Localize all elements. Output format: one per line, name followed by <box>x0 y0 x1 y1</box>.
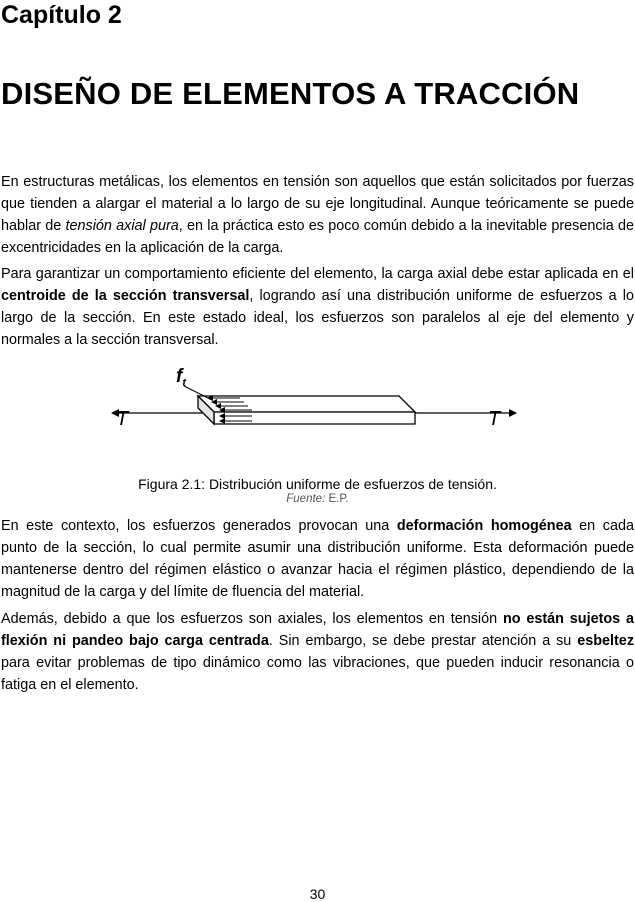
text-segment: Además, debido a que los esfuerzos son axiales, los elementos en tensión <box>1 611 503 627</box>
source-label: Fuente: <box>286 493 326 505</box>
figure-caption: Figura 2.1: Distribución uniforme de esfuerzos de tensión. <box>138 476 497 492</box>
text-segment: . Sin embargo, se debe prestar atención a su <box>268 633 578 649</box>
italic-text: tensión axial pura <box>65 218 179 234</box>
bold-text: no están sujetos a flexión ni pandeo bajo carga centrada <box>1 611 634 649</box>
plate-front-face <box>214 412 415 424</box>
stress-label: $f_t$ <box>176 366 186 389</box>
text-segment: en cada punto de la sección, lo cual permite asumir una distribución uniforme. Esta deformación puede mantenerse dentro del régimen elástico o avanzar hacia el régimen plástico, dependiendo de la magnitud de la carga y del límite de fluencia del material. <box>1 518 634 600</box>
text-segment: Para garantizar un comportamiento eficiente del elemento, la carga axial debe estar aplicada en el <box>1 266 634 282</box>
force-label-left: T <box>116 408 129 430</box>
text-segment: , logrando así una distribución uniforme de esfuerzos a lo largo de la sección. En este estado ideal, los esfuerzos son paralelos al eje del elemento y normales a la sección transversal. <box>1 288 634 348</box>
chapter-title: DISEÑO DE ELEMENTOS A TRACCIÓN <box>1 76 580 111</box>
text-segment: para evitar problemas de tipo dinámico como las vibraciones, que pueden inducir resonancia o fatiga en el elemento. <box>1 655 634 693</box>
tension-stress-diagram <box>108 358 520 458</box>
paragraph-deformation <box>1 515 634 603</box>
paragraph-intro <box>1 171 634 259</box>
source-value: E.P. <box>328 493 349 505</box>
page-number: 30 <box>309 886 326 902</box>
figure-source <box>0 492 635 506</box>
bold-text: esbeltez <box>577 633 635 649</box>
text-segment: En estructuras metálicas, los elementos en tensión son aquellos que están solicitados por fuerzas que tienden a alargar el material a lo largo de su eje longitudinal. Aunque teóricamente se puede hablar de <box>1 174 634 234</box>
paragraph-axial <box>1 608 634 696</box>
text-segment: , en la práctica esto es poco común debido a la inevitable presencia de excentricidades en la aplicación de la carga. <box>1 218 634 256</box>
text-segment: En este contexto, los esfuerzos generados provocan una <box>1 518 397 534</box>
bold-text: deformación homogénea <box>396 518 572 534</box>
paragraph-centroid <box>1 263 634 351</box>
chapter-label: Capítulo 2 <box>1 1 122 29</box>
force-label-right: T <box>488 408 501 430</box>
bold-text: centroide de la sección transversal <box>1 288 250 304</box>
